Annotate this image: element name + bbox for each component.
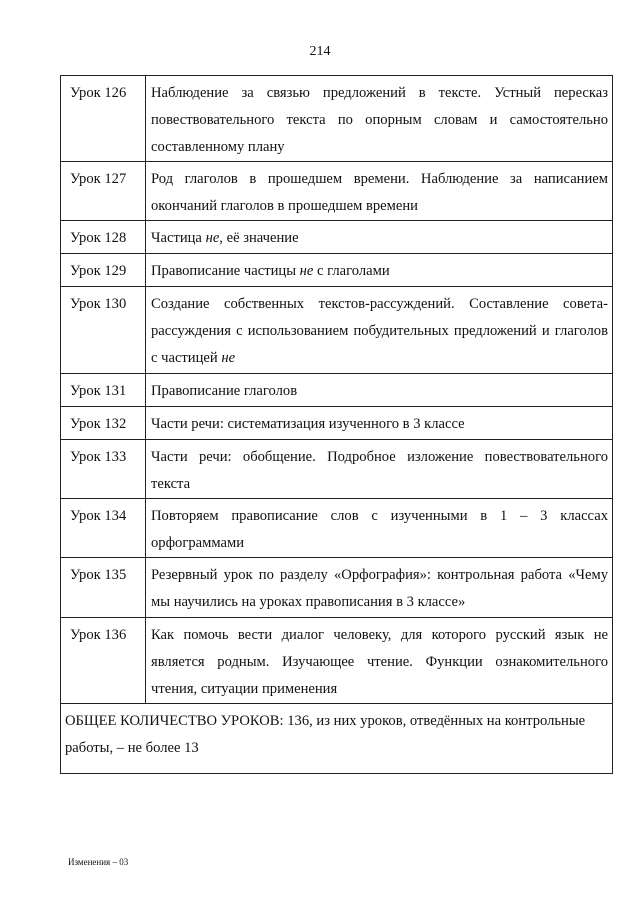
topic-italic-text: не bbox=[205, 230, 220, 246]
table-row bbox=[61, 558, 613, 618]
lesson-number: Урок 131 bbox=[61, 374, 146, 407]
lesson-topic bbox=[146, 618, 613, 704]
topic-before-text: Резервный урок по разделу «Орфография»: контрольная работа «Чему мы научились на уроках правописания в 3 классе» bbox=[151, 567, 608, 610]
table-row bbox=[61, 440, 613, 499]
topic-before-text: Наблюдение за связью предложений в тексте. Устный пересказ повествовательного текста по опорным словам и самостоятельно составленному плану bbox=[151, 85, 608, 155]
topic-before-text: Создание собственных текстов-рассуждений. Составление совета-рассуждения с использованием побудительных предложений и глаголов с частицей bbox=[151, 296, 608, 366]
table-row bbox=[61, 221, 613, 254]
lesson-number: Урок 133 bbox=[61, 440, 146, 499]
topic-before-text: Род глаголов в прошедшем времени. Наблюдение за написанием окончаний глаголов в прошедшем времени bbox=[151, 171, 608, 214]
lesson-table bbox=[60, 75, 613, 774]
lesson-topic bbox=[146, 440, 613, 499]
lesson-topic bbox=[146, 499, 613, 558]
total-lessons-text: ОБЩЕЕ КОЛИЧЕСТВО УРОКОВ: 136, из них уроков, отведённых на контрольные работы, – не более 13 bbox=[61, 704, 613, 774]
table-row bbox=[61, 162, 613, 221]
topic-italic-text: не bbox=[221, 350, 236, 366]
topic-italic-text: не bbox=[299, 263, 314, 279]
lesson-topic bbox=[146, 287, 613, 374]
lesson-topic bbox=[146, 76, 613, 162]
lesson-topic bbox=[146, 162, 613, 221]
lesson-number: Урок 136 bbox=[61, 618, 146, 704]
footer-revision-note: Изменения – 03 bbox=[68, 857, 129, 867]
lesson-number: Урок 132 bbox=[61, 407, 146, 440]
table-row bbox=[61, 618, 613, 704]
topic-before-text: Правописание глаголов bbox=[151, 383, 298, 399]
topic-before-text: Повторяем правописание слов с изученными в 1 – 3 классах орфограммами bbox=[151, 508, 608, 551]
page-number: 214 bbox=[309, 44, 331, 59]
table-row bbox=[61, 254, 613, 287]
lesson-number: Урок 127 bbox=[61, 162, 146, 221]
lesson-number: Урок 126 bbox=[61, 76, 146, 162]
lesson-number: Урок 128 bbox=[61, 221, 146, 254]
table-row bbox=[61, 76, 613, 162]
topic-before-text: Правописание частицы bbox=[151, 263, 300, 279]
topic-after-text: , её значение bbox=[219, 230, 299, 246]
lesson-topic bbox=[146, 407, 613, 440]
lesson-topic bbox=[146, 558, 613, 618]
total-row bbox=[61, 704, 613, 774]
topic-before-text: Как помочь вести диалог человеку, для которого русский язык не является родным. Изучающее чтение. Функции ознакомительного чтения, ситуации применения bbox=[151, 627, 608, 697]
lesson-number: Урок 135 bbox=[61, 558, 146, 618]
topic-before-text: Частица bbox=[151, 230, 206, 246]
table-row bbox=[61, 499, 613, 558]
lesson-number: Урок 130 bbox=[61, 287, 146, 374]
table-row bbox=[61, 287, 613, 374]
lesson-number: Урок 134 bbox=[61, 499, 146, 558]
topic-before-text: Части речи: обобщение. Подробное изложение повествовательного текста bbox=[151, 449, 608, 492]
lesson-number: Урок 129 bbox=[61, 254, 146, 287]
table-row bbox=[61, 374, 613, 407]
lesson-topic bbox=[146, 221, 613, 254]
table-row bbox=[61, 407, 613, 440]
lesson-topic bbox=[146, 374, 613, 407]
topic-after-text: с глаголами bbox=[313, 263, 390, 279]
topic-before-text: Части речи: систематизация изученного в 3 классе bbox=[151, 416, 465, 432]
lesson-topic bbox=[146, 254, 613, 287]
